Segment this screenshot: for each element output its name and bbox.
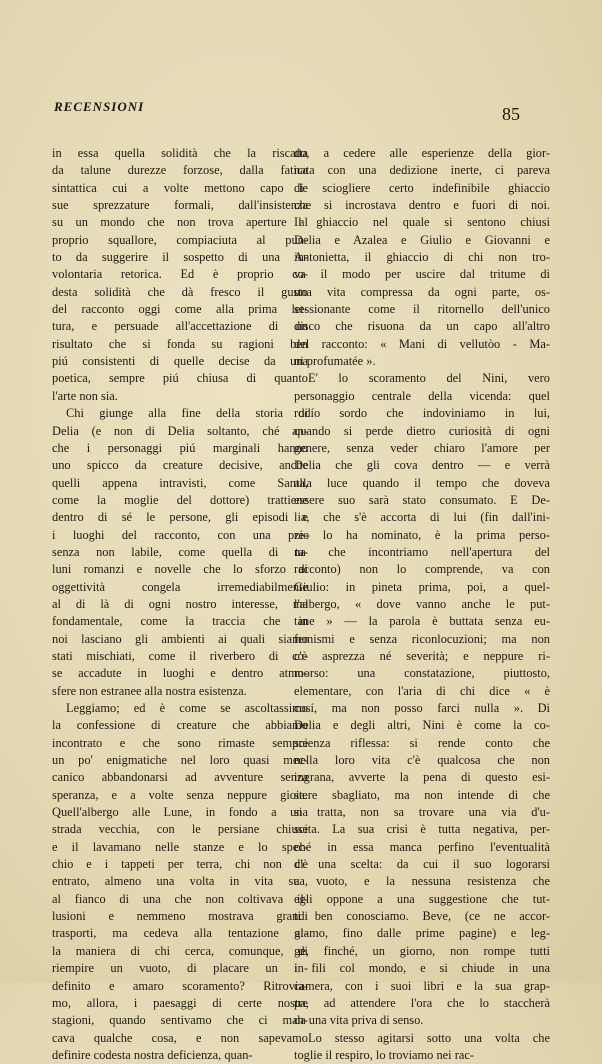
text-line: scita. La sua crisi è tutta negativa, per- (294, 822, 550, 837)
right-column (294, 145, 550, 1064)
left-column (52, 145, 308, 1064)
text-line: tura, e persuade all'accettazione di un (52, 319, 308, 334)
text-line: Chi giunge alla fine della storia di (66, 406, 308, 421)
text-line: se accadute in luoghi e dentro atmo- (52, 666, 308, 681)
text-line: Leggiamo; ed è come se ascoltassimo (66, 701, 308, 715)
text-line: la maniera di chi cerca, comunque, di (52, 943, 308, 958)
text-line: incontrato e che sono rimaste sempre (52, 735, 308, 750)
text-line: cosí, ma non posso farci nulla ». Di (294, 701, 550, 715)
text-line: a vuoto, e la nessuna resistenza che (294, 874, 550, 889)
text-line: chio e i tappeti per terra, chi non c'è (52, 857, 308, 872)
text-line: luni romanzi e novelle che lo sforzo di (52, 562, 308, 577)
text-line: di una scelta: da cui il suo logorarsi (294, 857, 550, 872)
text-line: da talune durezze forzose, dalla fatica (52, 163, 308, 178)
text-line: su un mondo che non trova aperture al (52, 215, 308, 230)
text-line: Delia e degli altri, Nini è come la co- (294, 718, 550, 733)
text-line: e il lavamano nelle stanze e lo spec- (52, 839, 308, 854)
text-line: speranza, e a volte senza neppure gioia. (52, 787, 308, 802)
text-line: nella loro vita c'è qualcosa che non (294, 753, 550, 768)
text-line: pa, ad attendere l'ora che lo staccherà (294, 995, 550, 1010)
text-line: canico abbandonarsi ad avventure senza (52, 770, 308, 785)
text-line: cava qualche cosa, e non sapevamo (52, 1030, 308, 1045)
text-line: scienza riflessa: si rende conto che (294, 735, 550, 750)
running-title: RECENSIONI (54, 99, 145, 114)
text-line: da una vita priva di senso. (294, 1013, 424, 1028)
text-line: stere sbagliato, ma non intende di che (294, 787, 550, 802)
text-line: poetica, sempre piú chiusa di quanto (52, 371, 308, 386)
text-line: femismi e senza riconlocuzioni; ma non (294, 631, 550, 646)
text-line: piú consistenti di quelle decise da una (52, 354, 308, 369)
text-line: Antonietta, il ghiaccio di chi non tro- (294, 250, 550, 265)
text-line: del racconto oggi come alla prima let- (52, 302, 308, 317)
text-line: un po' enigmatiche nel loro quasi mec- (52, 753, 308, 768)
text-line: to da suggerire il sospetto di una in- (52, 250, 308, 265)
text-line: disco che risuona da un capo all'altro (294, 319, 550, 334)
text-line: ni profumatée ». (294, 354, 376, 369)
text-line: che i personaggi piú marginali hanno (52, 440, 308, 455)
text-line: personaggio centrale della vicenda: quel (294, 388, 550, 403)
text-line: i fili col mondo, e si chiude in una (294, 961, 550, 976)
text-line: del racconto: « Mani di vellutòo - Ma- (294, 336, 550, 351)
text-line: entrato, almeno una volta in vita sua, (52, 874, 308, 889)
text-line: risultato che si fonda su ragioni ben (52, 336, 308, 351)
text-line: Delia (e non di Delia soltanto, ché an- (52, 423, 308, 438)
text-line: Lo stesso agitarsi sotto una volta che (308, 1030, 550, 1045)
text-line: desta solidità che dà fresco il gusto (52, 284, 308, 299)
text-line: quelli appena intravisti, come Santa, (52, 475, 308, 490)
text-line: noi lasciano gli ambienti ai quali siamo (52, 631, 308, 646)
text-line: i luoghi del racconto, con una pre- (52, 527, 308, 542)
text-line: va il modo per uscire dal tritume di (294, 267, 550, 282)
text-line: c'è asprezza né severità; e neppure ri- (294, 648, 550, 663)
text-line: rodío sordo che indoviniamo in lui, (294, 406, 550, 421)
text-line: quando si perde dietro curiosità di ogni (294, 423, 550, 438)
text-line: na che incontriamo nell'apertura del (294, 544, 550, 559)
text-line: nata con una dedizione inerte, ci pareva (294, 163, 550, 178)
text-line: ge, finché, un giorno, non rompe tutti (294, 943, 550, 958)
text-line: senza non labile, come quella di ta- (52, 544, 308, 559)
text-line: toglie il respiro, lo troviamo nei rac- (294, 1047, 474, 1062)
text-line: si tratta, non sa trovare una via d'u- (294, 805, 550, 820)
text-line: l'arte non sia. (52, 388, 118, 403)
text-line: che si incrostava dentro e fuori di noi. (294, 198, 550, 213)
text-line: elementare, con l'aria di chi dice « è (294, 683, 550, 698)
text-line: genere, senza veder chiaro l'amore per (294, 440, 550, 455)
text-line: volontaria retorica. Ed è proprio co- (52, 267, 308, 282)
text-line: come la moglie del dottore) trattiene (52, 492, 308, 507)
text-line: sintattica cui a volte mettono capo le (52, 180, 308, 195)
text-line: dentro di sé le persone, gli episodi e (52, 510, 308, 525)
text-line: E' lo scoramento del Nini, vero (308, 371, 550, 386)
text-line: giamo, fino dalle prime pagine) e leg- (294, 926, 550, 941)
page-number: 85 (502, 104, 520, 124)
text-line: alla luce quando il tempo che doveva (294, 475, 550, 490)
text-line: racconto) non lo comprende, va con (294, 562, 550, 577)
text-line: sessionante come il ritornello dell'unico (294, 302, 550, 317)
text-line: l'albergo, « dove vanno anche le put- (294, 596, 550, 611)
text-line: la confessione di creature che abbiamo (52, 718, 308, 733)
text-line: al di là di ogni nostro interesse, ma (52, 596, 308, 611)
text-line: una vita compressa da ogni parte, os- (294, 284, 550, 299)
text-line: fondamentale, come la traccia che in (52, 614, 308, 629)
text-line: ché in essa manca perfino l'eventualità (294, 839, 550, 854)
text-line: Quell'albergo alle Lune, in fondo a una (52, 805, 308, 820)
text-line: Delia che gli cova dentro — e verrà (294, 458, 550, 473)
text-line: proprio squallore, compiaciuta al pun- (52, 232, 308, 247)
text-line: camera, con i suoi libri e la sua grap- (294, 978, 550, 993)
text-line: sue sprezzature formali, dall'insistenza (52, 198, 308, 213)
text-line: lusioni e nemmeno mostrava grandi (52, 909, 308, 924)
text-line: stagioni, quando sentivamo che ci man- (52, 1013, 308, 1028)
text-line: definire codesta nostra deficienza, quan- (52, 1047, 253, 1062)
text-line: strada vecchia, con le persiane chiuse (52, 822, 308, 837)
text-line: ti ben conosciamo. Beve, (ce ne accor- (294, 909, 550, 924)
text-line: stati mischiati, come il riverbero di co- (52, 648, 308, 663)
text-line: in essa quella solidità che la riscatta (52, 146, 308, 160)
text-line: egli oppone a una suggestione che tut- (294, 891, 550, 906)
text-line: di sciogliere certo indefinibile ghiaccio (294, 180, 550, 195)
text-line: tane » — la parola è buttata senza eu- (294, 614, 550, 629)
text-line: mo, allora, i paesaggi di certe nostre (52, 995, 308, 1010)
text-line: ingrana, avverte la pena di questo esi- (294, 770, 550, 785)
text-line: Giulio: in pineta prima, poi, a quel- (294, 579, 550, 594)
text-line: al fianco di una che non coltivava il- (52, 891, 308, 906)
text-line: uno spicco da creature decisive, anche (52, 458, 308, 473)
text-line: Il ghiaccio nel quale si sentono chiusi (294, 215, 550, 230)
text-line: sfere non estranee alla nostra esistenza. (52, 683, 247, 698)
text-line: do, a cedere alle esperienze della gior- (294, 146, 550, 160)
text-line: essere suo sarà stato consumato. E De- (294, 492, 550, 507)
text-line: lia, che s'è accorta di lui (fin dall'ini- (294, 510, 550, 525)
text-line: oggettività congela irremediabilmente (52, 579, 308, 594)
text-line: morso: una constatazione, piuttosto, (294, 666, 550, 681)
text-line: zio lo ha nominato, è la prima perso- (294, 527, 550, 542)
text-line: riempire un vuoto, di placare un in- (52, 961, 308, 976)
text-line: Delia e Azalea e Giulio e Giovanni e (294, 232, 550, 247)
text-line: definito e amaro scoramento? Ritrovia- (52, 978, 308, 993)
text-line: trasporti, ma cedeva alla tentazione al- (52, 926, 308, 941)
